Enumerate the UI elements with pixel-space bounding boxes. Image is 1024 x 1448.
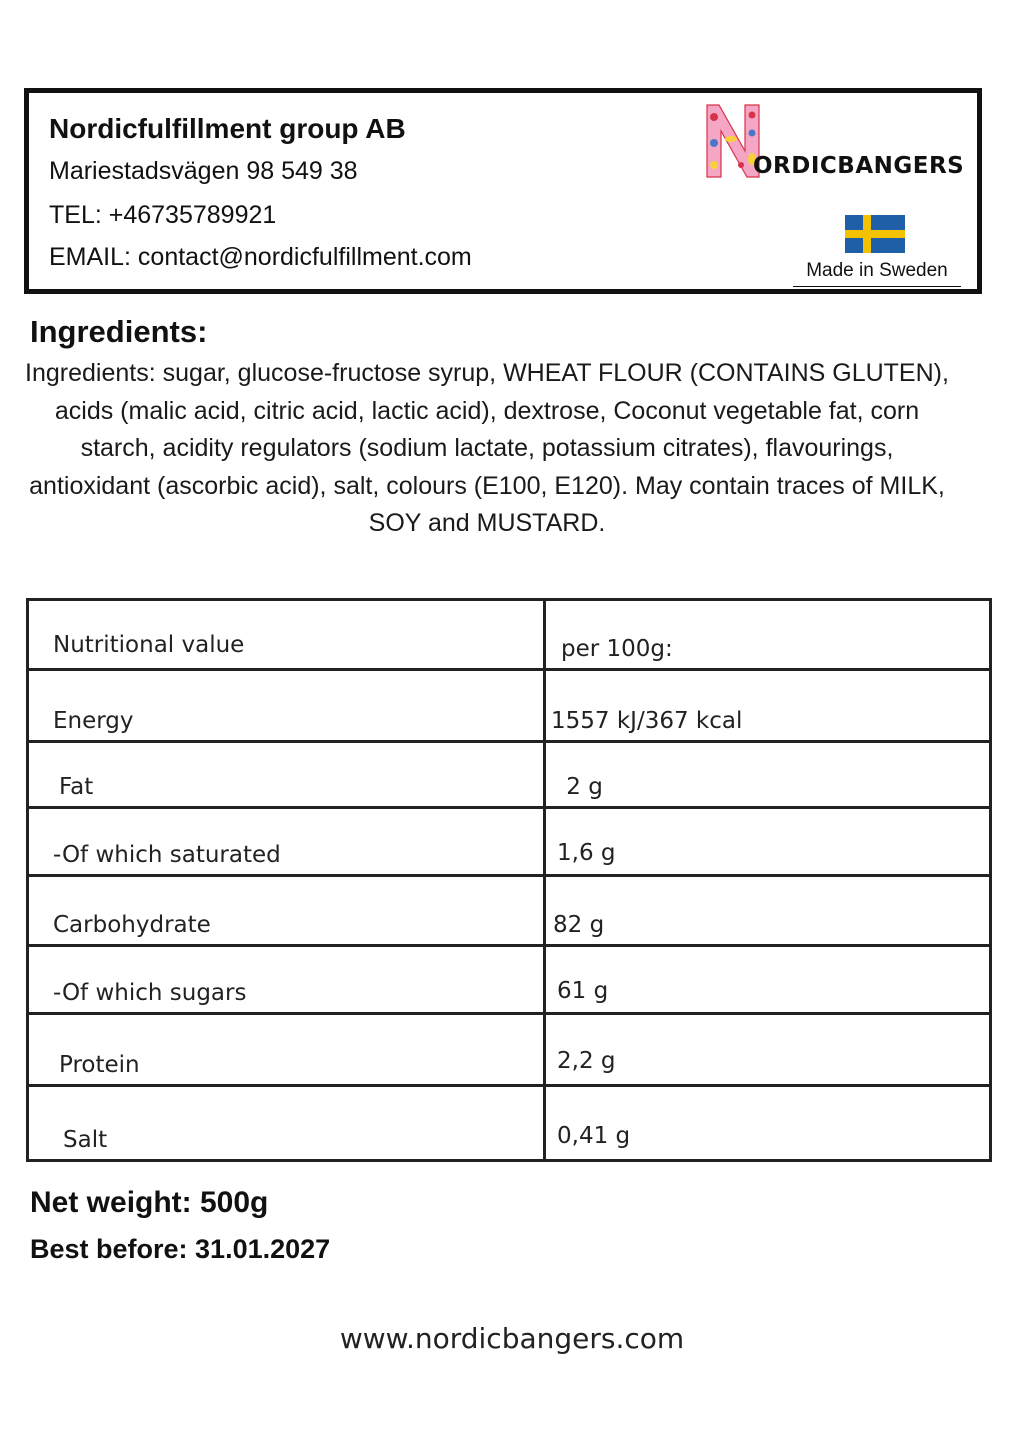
- company-name: Nordicfulfillment group AB: [49, 113, 406, 144]
- ingredients-text: Ingredients: sugar, glucose-fructose syrup, WHEAT FLOUR (CONTAINS GLUTEN), acids (malic acid, citric acid, lactic acid), dextrose, Coconut vegetable fat, corn starch, acidity regulators (sodium lactate, potassium citrates), flavourings, antioxidant (ascorbic acid), salt, colours (E100, E120). May contain traces of MILK, SOY and MUSTARD.: [25, 359, 949, 537]
- row-label-carbohydrate: Carbohydrate: [53, 912, 211, 938]
- row-label-energy: Energy: [53, 708, 134, 734]
- row-value-saturated: 1,6 g: [557, 840, 616, 866]
- table-row: [29, 947, 989, 1015]
- row-value-fat: 2 g: [559, 774, 603, 800]
- row-value-protein: 2,2 g: [557, 1048, 616, 1074]
- company-email: EMAIL: contact@nordicfulfillment.com: [49, 243, 472, 271]
- nutrition-table: [26, 598, 992, 1162]
- row-label-salt: Salt: [63, 1127, 108, 1153]
- company-address: Mariestadsvägen 98 549 38: [49, 157, 358, 185]
- table-row: [29, 743, 989, 809]
- net-weight: Net weight: 500g: [30, 1186, 269, 1219]
- header-label: Nutritional value: [53, 632, 245, 658]
- row-label-sugars: -Of which sugars: [53, 980, 247, 1006]
- table-row: [29, 1015, 989, 1087]
- row-value-carbohydrate: 82 g: [553, 912, 605, 938]
- company-phone: TEL: +46735789921: [49, 201, 277, 229]
- row-label-protein: Protein: [59, 1052, 140, 1078]
- table-row: [29, 877, 989, 947]
- ingredients-heading: Ingredients:: [30, 314, 208, 349]
- row-label-saturated: -Of which saturated: [53, 842, 281, 868]
- row-label-fat: Fat: [59, 774, 94, 800]
- best-before-date: Best before: 31.01.2027: [30, 1234, 331, 1264]
- header-value: per 100g:: [561, 636, 673, 662]
- table-row: [29, 1087, 989, 1159]
- row-value-sugars: 61 g: [557, 978, 609, 1004]
- website-url: www.nordicbangers.com: [339, 1322, 685, 1355]
- table-row: [29, 671, 989, 743]
- swedish-flag-icon: [845, 215, 905, 253]
- logo-wordmark: ORDICBANGERS: [753, 153, 965, 179]
- company-info-box: [24, 88, 982, 294]
- nordicbangers-logo: [705, 103, 985, 183]
- row-value-salt: 0,41 g: [557, 1123, 631, 1149]
- row-value-energy: 1557 kJ/367 kcal: [551, 708, 743, 734]
- table-header-row: [29, 601, 989, 671]
- made-in-sweden-label: Made in Sweden: [793, 260, 961, 287]
- table-row: [29, 809, 989, 877]
